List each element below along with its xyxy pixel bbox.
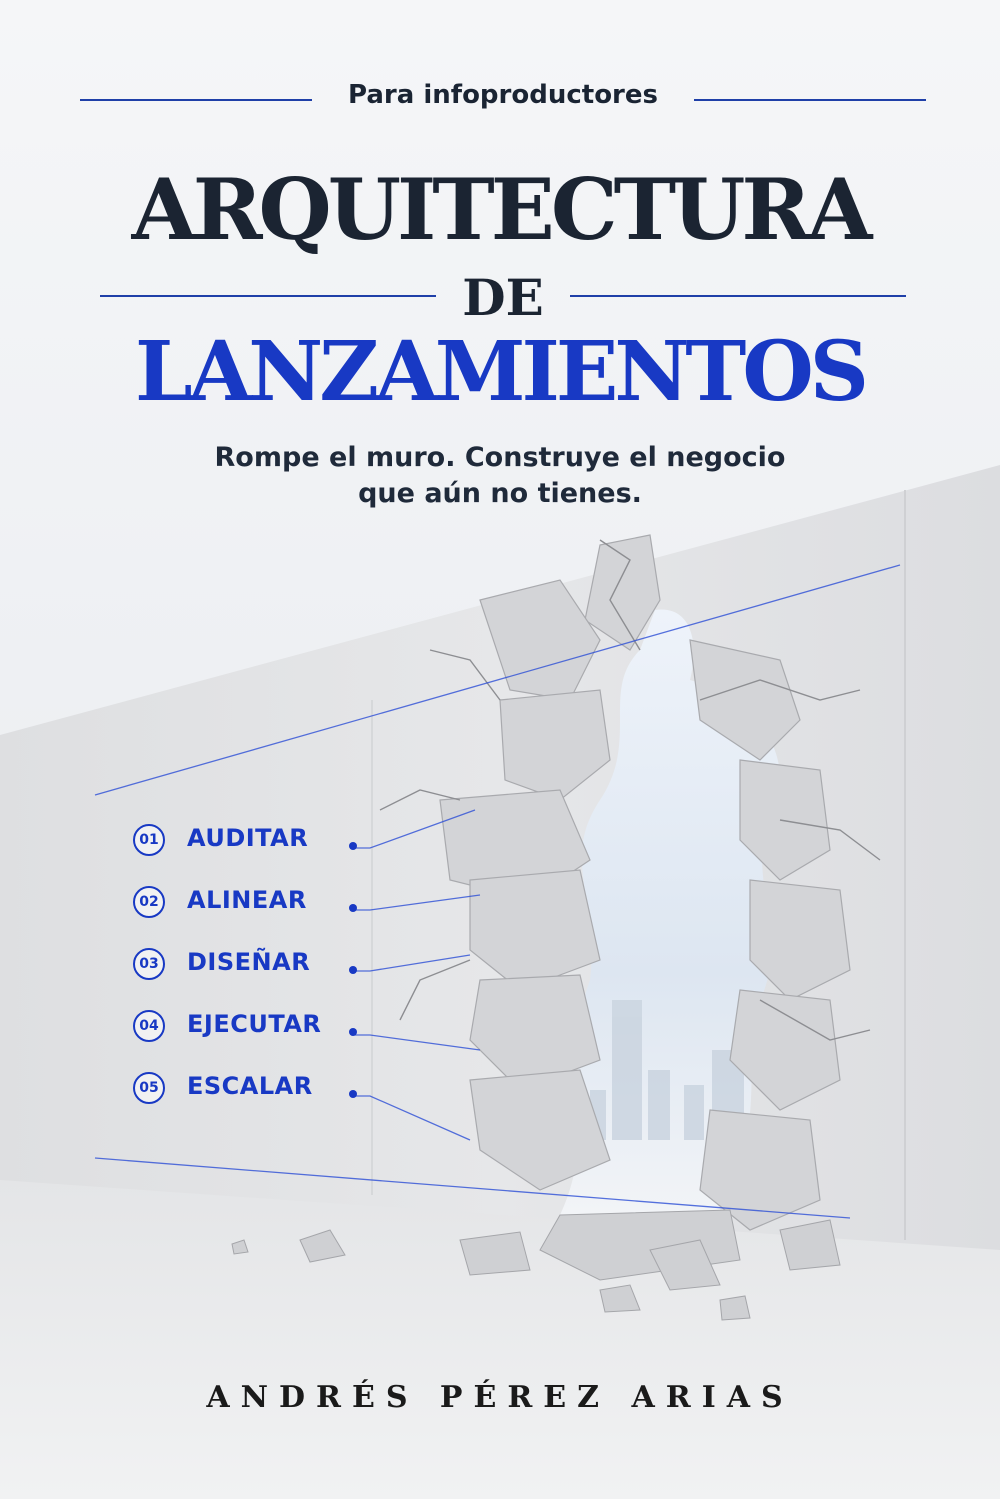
step-item	[133, 1008, 463, 1048]
step-label: ESCALAR	[187, 1072, 313, 1100]
kicker-rule-right	[694, 99, 926, 101]
step-number-badge: 01	[133, 824, 165, 856]
step-label: EJECUTAR	[187, 1010, 322, 1038]
title-connector: DE	[462, 268, 544, 327]
step-marker-dot	[349, 904, 357, 912]
step-item	[133, 946, 463, 986]
title-line-1: ARQUITECTURA	[131, 160, 869, 259]
step-label: DISEÑAR	[187, 948, 311, 976]
author-name: ANDRÉS PÉREZ ARIAS	[206, 1380, 794, 1415]
connector-rule-left	[100, 295, 436, 297]
step-item	[133, 884, 463, 924]
kicker-rule-left	[80, 99, 312, 101]
subtitle-line-2: que aún no tienes.	[358, 478, 642, 509]
step-number-badge: 03	[133, 948, 165, 980]
step-item	[133, 1070, 463, 1110]
step-item	[133, 822, 463, 862]
step-marker-dot	[349, 842, 357, 850]
connector-rule-right	[570, 295, 906, 297]
subtitle	[100, 440, 900, 512]
step-number-badge: 04	[133, 1010, 165, 1042]
title-line-2: LANZAMIENTOS	[135, 324, 865, 420]
step-number-badge: 05	[133, 1072, 165, 1104]
step-marker-dot	[349, 966, 357, 974]
step-marker-dot	[349, 1028, 357, 1036]
step-number-badge: 02	[133, 886, 165, 918]
subtitle-line-1: Rompe el muro. Construye el negocio	[214, 442, 786, 473]
step-label: AUDITAR	[187, 824, 309, 852]
step-marker-dot	[349, 1090, 357, 1098]
title-connector-row	[100, 266, 906, 326]
kicker-row	[80, 78, 926, 118]
kicker-text: Para infoproductores	[348, 80, 658, 110]
step-label: ALINEAR	[187, 886, 307, 914]
